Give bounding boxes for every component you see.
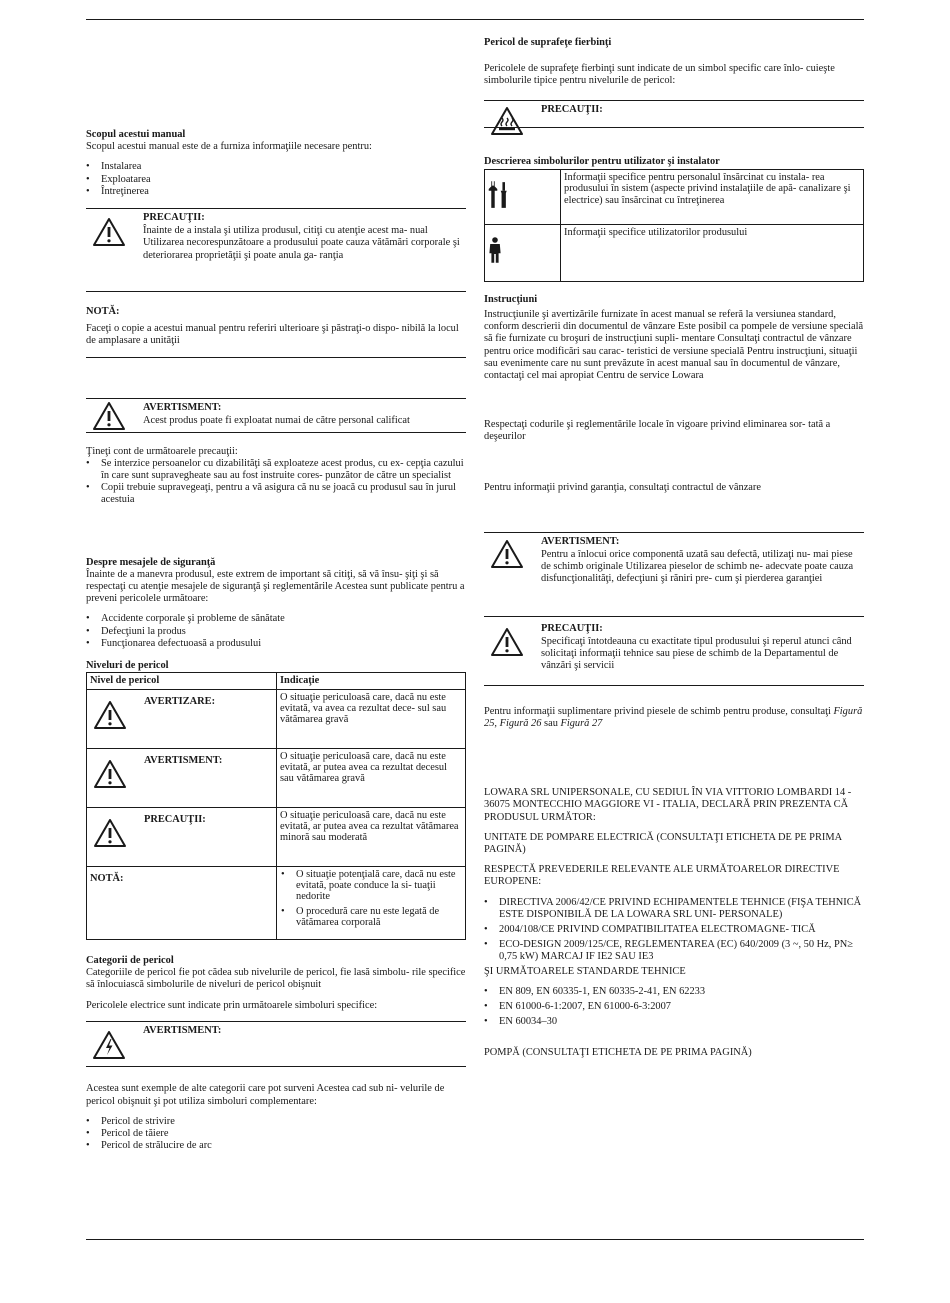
warning-triangle-icon (490, 627, 524, 657)
list-item: • Funcţionarea defectuoasă a produsului (86, 638, 466, 650)
symbol-description: Informaţii specifice utilizatorilor produsului (561, 224, 864, 281)
list-item: • Copii trebuie supravegeaţi, pentru a vă asigura că nu se joacă cu produsul sau în jurul acestuia (86, 482, 466, 506)
scope-title: Scopul acestui manual (86, 129, 186, 140)
callout-title: AVERTISMENT: (143, 1025, 222, 1037)
figure-ref: Figură 27 (560, 718, 603, 730)
table-row (87, 807, 466, 866)
warning-triangle-icon (92, 401, 126, 431)
table-row (87, 748, 466, 807)
callout-text: Înainte de a instala şi utiliza produsul, citiţi cu atenţie acest ma- nual Utilizarea necorespunzătoare a produsului poate cauza vătămări corporale şi deteriorarea proprietăţii şi poate anula ga- ranţia (143, 225, 460, 261)
list-item: • Defecţiuni la produs (86, 626, 466, 638)
warranty-text: Pentru informaţii privind garanţia, consultaţi contractul de vânzare (484, 481, 761, 493)
list-item: • Exploatarea (86, 174, 466, 186)
callout-title: AVERTISMENT: (541, 535, 620, 547)
level-label: PRECAUŢII: (144, 813, 206, 825)
note-text: Faceţi o copie a acestui manual pentru referiri ulterioare şi păstraţi-o dispo- nibilă la locul de amplasare a unităţii (86, 323, 459, 347)
user-icon (487, 236, 503, 264)
examples-text: Acestea sunt exemple de alte categorii care pot surveni Acestea cad sub ni- velurile de pericol obişnuit şi pot utiliza simboluri complementare: (86, 1083, 445, 1107)
safety-title: Despre mesajele de siguranţă (86, 556, 216, 568)
electric-hazard-icon (92, 1030, 126, 1060)
note-title: NOTĂ: (86, 306, 120, 318)
figure-ref: Figură 26 (499, 718, 542, 730)
level-description: O situaţie periculoasă care, dacă nu este evitată, ar putea avea ca rezultat decesul sau vătămarea gravă (277, 748, 466, 807)
list-item: • Întreţinerea (86, 186, 466, 198)
warning-triangle-icon (93, 700, 127, 730)
right-column (484, 37, 864, 1059)
list-item: • ECO-DESIGN 2009/125/CE, REGLEMENTAREA (EC) 640/2009 (3 ~, 50 Hz, PN≥ 0,75 kW) MARCAJ IF IE2 SAU IE3 (484, 939, 864, 963)
callout-title: AVERTISMENT: (143, 401, 222, 413)
list-item: • EN 60034–30 (484, 1016, 864, 1028)
hot-surface-text: Pericolele de suprafeţe fierbinţi sunt indicate de un simbol specific care înlo- cuieşte simbolurile tipice pentru nivelurile de pericol: (484, 63, 835, 87)
list-item: • Pericol de tăiere (86, 1128, 466, 1140)
caution-callout-2 (484, 100, 864, 128)
tools-icon (487, 180, 511, 210)
list-item: • Se interzice persoanelor cu dizabilităţi să exploateze acest produs, cu ex- cepţia cazului în care sunt supravegheate sau au fost instruite cores- punzător de către un specialist (86, 458, 466, 482)
list-item: • Pericol de strălucire de arc (86, 1140, 466, 1152)
top-rule (86, 19, 864, 20)
instructions-title: Instrucţiuni (484, 293, 538, 305)
level-label: AVERTISMENT: (144, 754, 223, 766)
caution-callout-3 (484, 617, 864, 686)
list-item: • DIRECTIVA 2006/42/CE PRIVIND ECHIPAMENTELE TEHNICE (FIŞA TEHNICĂ ESTE DISPONIBILĂ DE LA LOWARA SRL UNI- PERSONALE) (484, 897, 864, 921)
standards-list (484, 986, 864, 1029)
warning-triangle-icon (93, 759, 127, 789)
table-row (87, 866, 466, 939)
list-item: • O situaţie potenţială care, dacă nu este evitată, poate conduce la si- tuaţii nedorite (281, 869, 462, 903)
table-header: Nivel de pericol (87, 673, 277, 689)
declaration-paragraph: POMPĂ (CONSULTAŢI ETICHETA DE PE PRIMA PAGINĂ) (484, 1046, 752, 1058)
symbols-title: Descrierea simbolurilor pentru utilizator şi instalator (484, 155, 720, 167)
callout-text: Specificaţi întotdeauna cu exactitate tipul produsului şi reperul atunci când solicitaţi informaţii tehnice sau piese de schimb de la Departamentul de vânzări şi servicii (541, 636, 852, 672)
table-row (485, 169, 864, 224)
disposal-text: Respectaţi codurile şi reglementările locale în vigoare privind eliminarea sor- tată a deşeurilor (484, 419, 831, 443)
table-row (485, 224, 864, 281)
precautions-intro: Ţineţi cont de următoarele precauţii: (86, 445, 238, 457)
examples-list (86, 1116, 466, 1153)
safety-text: Înainte de a manevra produsul, este extrem de important să citiţi, să vă însu- şiţi şi să respectaţi cu atenţie mesajele de siguranţă şi reglementările Acestea sunt publicate pentru a preveni pericolele următoare: (86, 568, 465, 605)
level-label: AVERTIZARE: (144, 695, 216, 707)
warning-callout-3 (484, 532, 864, 617)
electric-text: Pericolele electrice sunt indicate prin următoarele simboluri specifice: (86, 1000, 378, 1012)
safety-list (86, 613, 466, 650)
hazard-levels-table (86, 672, 466, 939)
figure-ref: Figură 25 (484, 705, 863, 730)
hot-surface-icon (490, 106, 524, 136)
bottom-rule (86, 1239, 864, 1240)
warning-triangle-icon (93, 818, 127, 848)
declaration-paragraph: LOWARA SRL UNIPERSONALE, CU SEDIUL ÎN VIA VITTORIO LOMBARDI 14 - 36075 MONTECCHIO MAGGIORE VI - ITALIA, DECLARĂ PRIN PREZENTA CĂ PRODUSUL URMĂTOR: (484, 787, 852, 823)
caution-callout-1 (86, 208, 466, 292)
level-description: O situaţie periculoasă care, dacă nu este evitată, ar putea avea ca rezultat vătămarea minoră sau moderată (277, 807, 466, 866)
parts-text: Pentru informaţii suplimentare privind piesele de schimb pentru produse, consultaţi Figură 25, Figură 26 sau Figură 27 (484, 705, 863, 730)
warning-triangle-icon (92, 217, 126, 247)
callout-title: PRECAUŢII: (541, 622, 603, 634)
callout-text: Pentru a înlocui orice componentă uzată sau defectă, utilizaţi nu- mai piese de schimb originale Utilizarea pieselor de schimb ne- adecvate poate cauza disfuncţionalităţi, defecţiuni şi răniri pre- cum şi pierderea garanţiei (541, 549, 854, 585)
list-item: • EN 61000-6-1:2007, EN 61000-6-3:2007 (484, 1001, 864, 1013)
list-item: • EN 809, EN 60335-1, EN 60335-2-41, EN 62233 (484, 986, 864, 998)
callout-title: PRECAUŢII: (143, 212, 205, 224)
note-list (280, 869, 462, 929)
list-item: • Instalarea (86, 161, 466, 173)
table-row (87, 689, 466, 748)
symbols-table (484, 169, 864, 282)
levels-title: Niveluri de pericol (86, 660, 169, 672)
warning-triangle-icon (490, 539, 524, 569)
callout-title: PRECAUŢII: (541, 103, 603, 115)
declaration-paragraph: RESPECTĂ PREVEDERILE RELEVANTE ALE URMĂTOARELOR DIRECTIVE EUROPENE: (484, 864, 840, 888)
left-column (86, 129, 466, 1153)
list-item: • O procedură care nu este legată de vătămarea corporală (281, 906, 462, 929)
directives-list (484, 897, 864, 964)
level-label: NOTĂ: (90, 872, 124, 884)
declaration-paragraph: ŞI URMĂTOARELE STANDARDE TEHNICE (484, 965, 686, 977)
level-description: O situaţie periculoasă care, dacă nu este evitată, va avea ca rezultat dece- sul sau vătămarea gravă (277, 689, 466, 748)
list-item: • 2004/108/CE PRIVIND COMPATIBILITATEA ELECTROMAGNE- TICĂ (484, 924, 864, 936)
scope-list (86, 161, 466, 198)
callout-text: Acest produs poate fi exploatat numai de către personal calificat (143, 414, 410, 426)
hot-surface-title: Pericol de suprafeţe fierbinţi (484, 37, 612, 48)
scope-intro: Scopul acestui manual este de a furniza informaţiile necesare pentru: (86, 141, 372, 153)
list-item: • Pericol de strivire (86, 1116, 466, 1128)
categories-text: Categoriile de pericol fie pot cădea sub nivelurile de pericol, fie lasă simbolu- rile specifice să înlocuiască simbolurile de niveluri de pericol obişnuit (86, 966, 466, 991)
categories-title: Categorii de pericol (86, 954, 174, 966)
warning-callout-1 (86, 398, 466, 433)
instructions-text: Instrucţiunile şi avertizările furnizate în acest manual se referă la versiunea standard, conform descrierii din documentul de vânzare Este posibil ca pompele de versiune specială să fie furnizate cu broşuri de instrucţiuni supli- mentare Consultaţi contractul de vânzare pentru orice modificări sau carac- teristici de versiune specială Pentru instrucţiuni, situaţii sau evenimente care nu sunt prevăzute în acest manual sau în documentul de vânzare, contactaţi cel mai apropiat Centru de service Lowara (484, 309, 864, 382)
table-header: Indicaţie (277, 673, 466, 689)
precautions-list (86, 458, 466, 507)
list-item: • Accidente corporale şi probleme de sănătate (86, 613, 466, 625)
symbol-description: Informaţii specifice pentru personalul însărcinat cu instala- rea produsului în sistem (aspecte privind instalaţiile de apă- canalizare şi electrice) sau însărcinat cu întreţinerea (561, 169, 864, 224)
declaration-paragraph: UNITATE DE POMPARE ELECTRICĂ (CONSULTAŢI ETICHETA DE PE PRIMA PAGINĂ) (484, 831, 842, 856)
warning-callout-2 (86, 1021, 466, 1067)
